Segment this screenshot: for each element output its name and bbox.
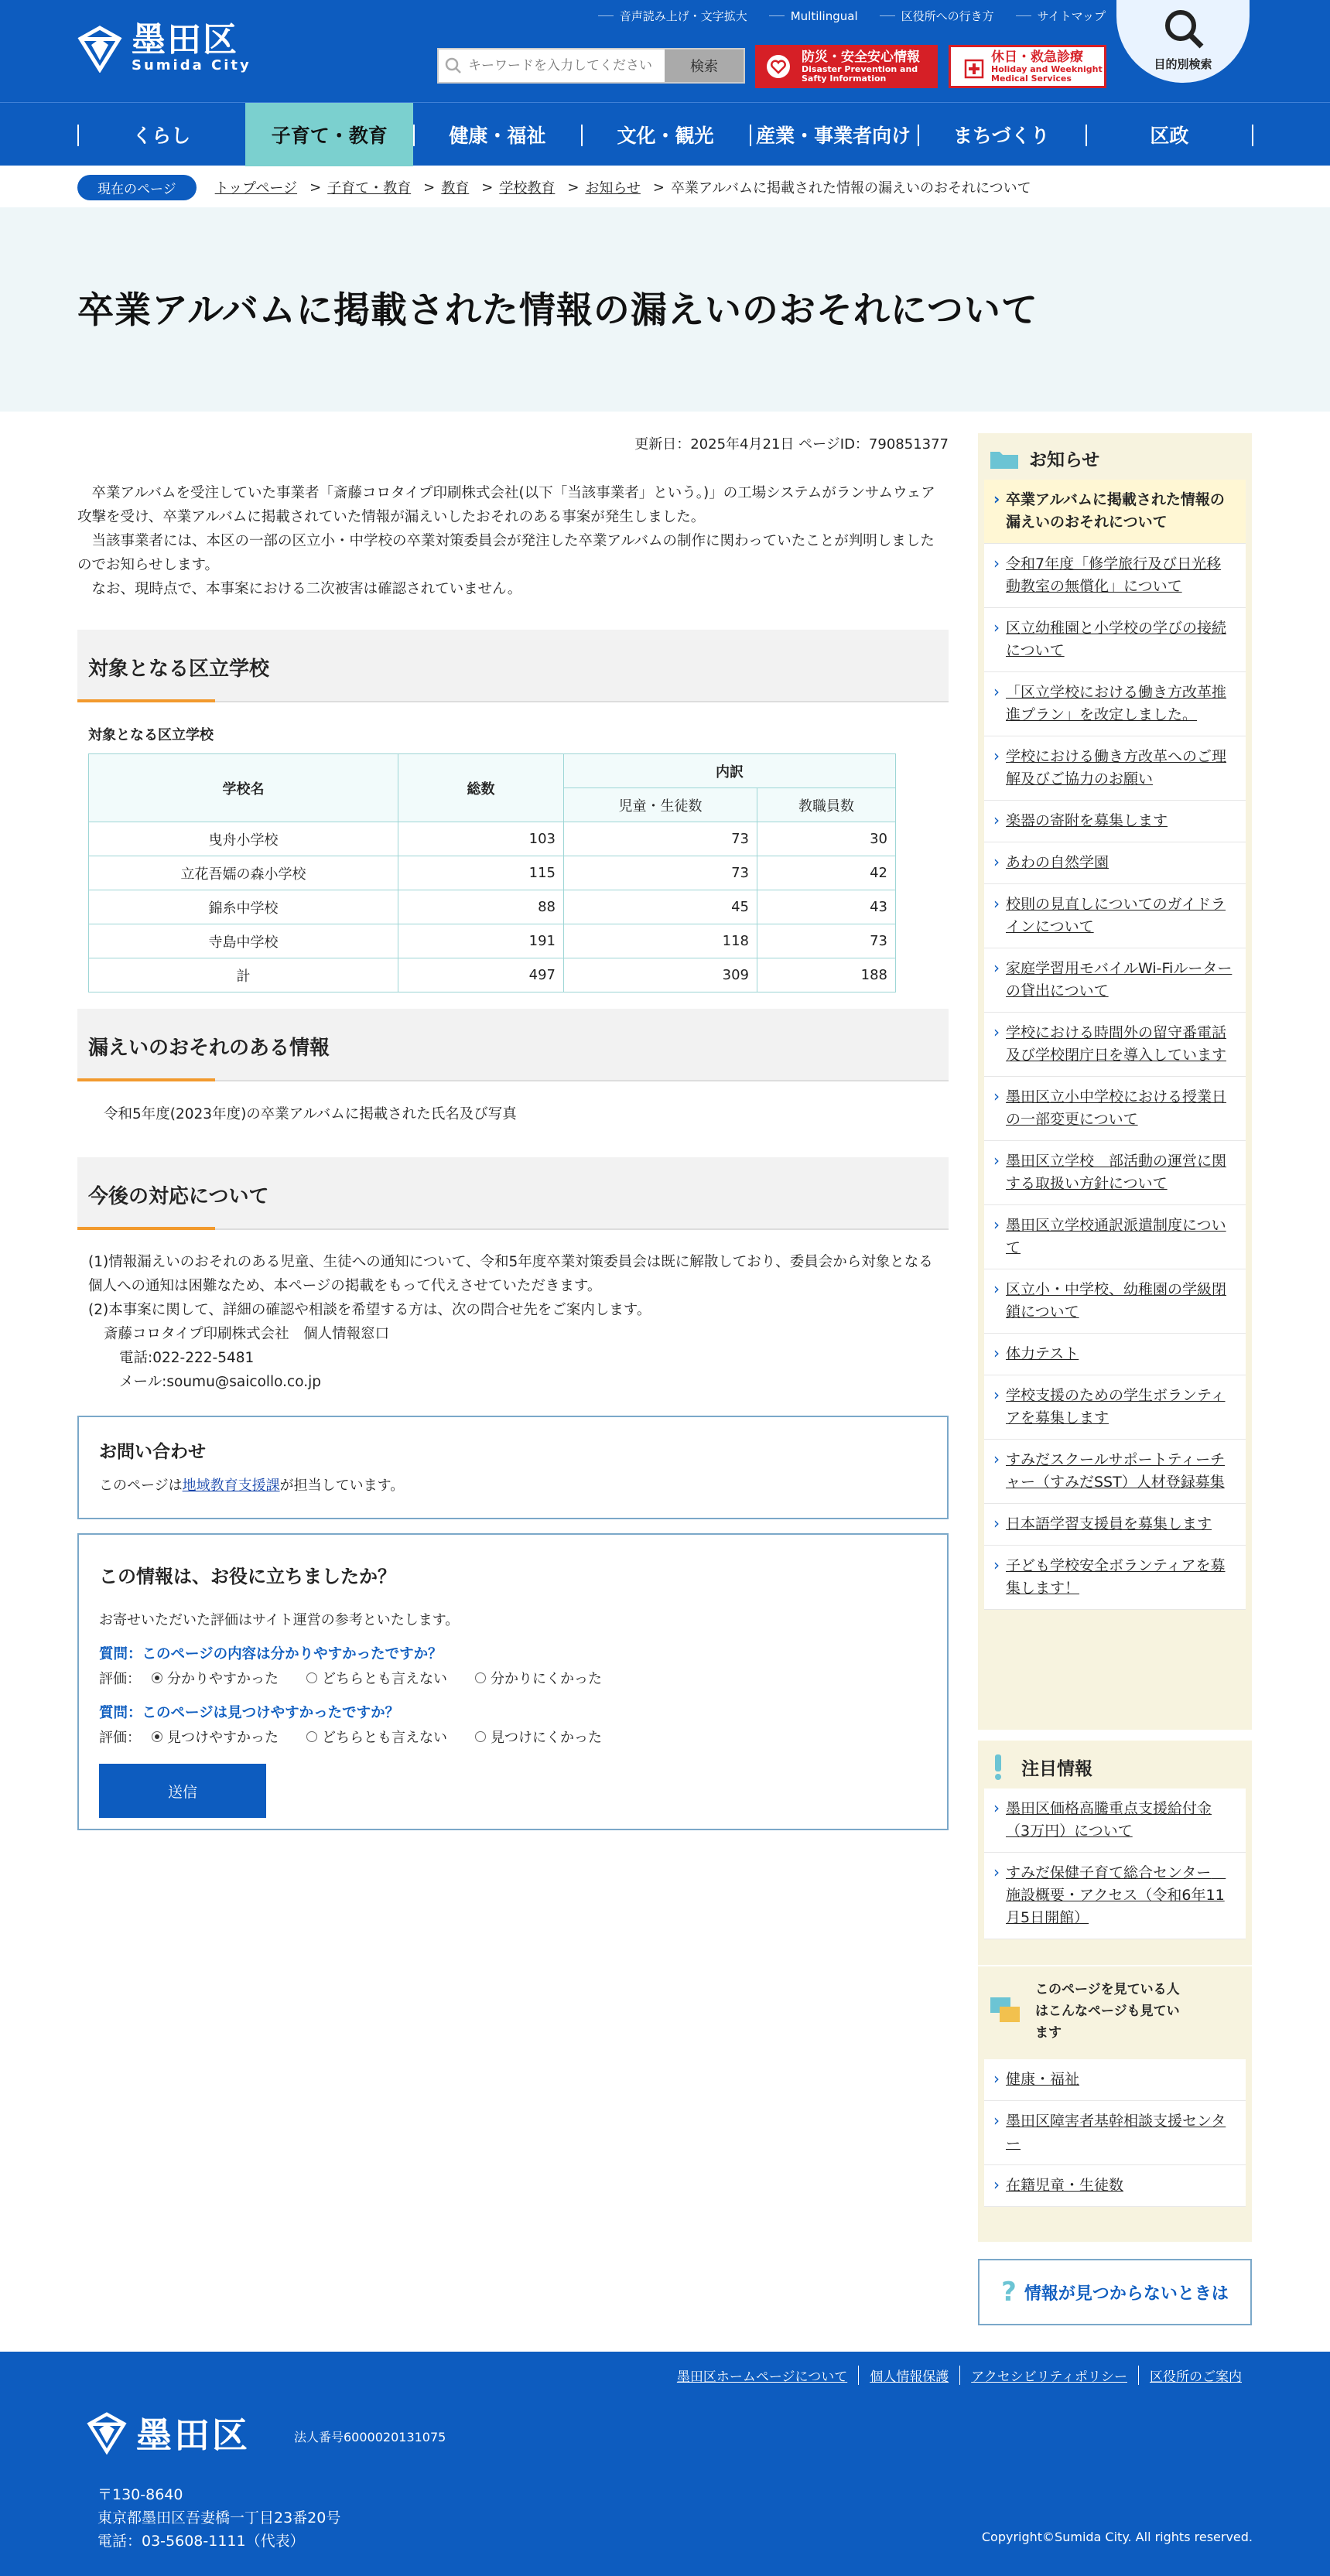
- cell-students: 118: [564, 924, 757, 958]
- related-item[interactable]: [984, 2101, 1246, 2165]
- utility-link-sitemap[interactable]: サイトマップ: [1016, 8, 1106, 24]
- table-row: [89, 856, 896, 890]
- cell-total: 103: [398, 822, 564, 856]
- news-item[interactable]: [984, 884, 1246, 948]
- news-item-label: 日本語学習支援員を募集します: [1006, 1515, 1212, 1532]
- attention-item[interactable]: [984, 1853, 1246, 1939]
- section-heading-text: 今後の対応について: [88, 1185, 269, 1208]
- table-header-school: 学校名: [89, 754, 398, 822]
- cell-students: 45: [564, 890, 757, 924]
- table-header-students: 児童・生徒数: [564, 788, 757, 822]
- breadcrumb-separator: >: [423, 179, 436, 196]
- title-band: [0, 207, 1330, 412]
- news-item[interactable]: [984, 736, 1246, 801]
- cell-school: 曳舟小学校: [89, 822, 398, 856]
- related-item[interactable]: [984, 2059, 1246, 2101]
- phone: 電話：03-5608-1111（代表）: [97, 2533, 305, 2550]
- breadcrumb-separator: >: [567, 179, 580, 196]
- not-found-button[interactable]: [978, 2259, 1252, 2325]
- news-item-label: 「区立学校における働き方改革推進プラン」を改定しました。: [1006, 684, 1227, 723]
- purpose-search-button[interactable]: [1114, 0, 1252, 85]
- disaster-label: 防災・安全安心情報: [802, 50, 920, 65]
- radio-label: どちらとも言えない: [322, 1730, 447, 1746]
- survey-question-1: 質問：このページの内容は分かりやすかったですか？: [99, 1646, 443, 1662]
- magnifier-icon: [1161, 6, 1208, 53]
- footer-link-accessibility[interactable]: アクセシビリティポリシー: [959, 2366, 1138, 2385]
- news-item-label: 学校における働き方改革へのご理解及びご協力のお願い: [1006, 748, 1227, 787]
- nav-item-industry[interactable]: 産業・事業者向け: [750, 103, 918, 166]
- attention-list: [984, 1789, 1246, 1939]
- heart-shield-icon: [766, 54, 791, 79]
- cell-staff: 30: [757, 822, 896, 856]
- purpose-search-label: 目的別検索: [1154, 57, 1212, 71]
- global-nav: [0, 102, 1330, 166]
- contact-text: [99, 1474, 404, 1495]
- cell-total: 88: [398, 890, 564, 924]
- news-item[interactable]: [984, 1269, 1246, 1334]
- section-heading-schools: [77, 630, 949, 702]
- corporate-number: 法人番号6000020131075: [294, 2430, 446, 2444]
- nav-item-city-planning[interactable]: まちづくり: [918, 103, 1086, 166]
- response-email: メール:soumu@saicollo.co.jp: [119, 1374, 321, 1390]
- news-item-label: 墨田区立小中学校における授業日の一部変更について: [1006, 1088, 1227, 1128]
- table-row-total: [89, 958, 896, 992]
- breadcrumb-current: 卒業アルバムに掲載された情報の漏えいのおそれについて: [671, 180, 1031, 196]
- copyright: Copyright©Sumida City. All rights reserved.: [981, 2530, 1253, 2544]
- table-row: [89, 924, 896, 958]
- news-heading: [989, 446, 1099, 471]
- cell-students: 73: [564, 856, 757, 890]
- news-item-label: 楽器の寄附を募集します: [1006, 812, 1168, 829]
- utility-link-accessibility[interactable]: 音声読み上げ・文字拡大: [598, 8, 747, 24]
- related-heading: [989, 1979, 1180, 2044]
- attention-item-label: すみだ保健子育て総合センター 施設概要・アクセス（令和6年11月5日開館）: [1006, 1864, 1226, 1926]
- table-row: [89, 822, 896, 856]
- news-item-label: 墨田区立学校 部活動の運営に関する取扱い方針について: [1006, 1153, 1227, 1192]
- radio-label: 分かりにくかった: [491, 1671, 602, 1687]
- news-item[interactable]: [984, 1205, 1246, 1269]
- response-phone: 電話:022-222-5481: [119, 1350, 255, 1366]
- survey-question-2: 質問：このページは見つけやすかったですか？: [99, 1705, 400, 1721]
- response-line: (2)本事案に関して、詳細の確認や相談を希望する方は、次の問合せ先をご案内します。: [88, 1302, 651, 1318]
- related-title-line: はこんなページも見てい: [1035, 2004, 1180, 2019]
- disaster-info-button[interactable]: [755, 45, 938, 88]
- holiday-label-en2: Medical Services: [991, 73, 1072, 84]
- news-item-label: 体力テスト: [1006, 1345, 1079, 1362]
- response-line: 斎藤コロタイプ印刷株式会社 個人情報窓口: [104, 1326, 390, 1342]
- rating-label: 評価：: [99, 1671, 141, 1687]
- folder-icon: [989, 447, 1020, 470]
- pages-icon: [989, 1994, 1023, 2028]
- sumida-emblem-icon: [77, 25, 122, 73]
- intro-paragraph: なお、現時点で、本事案における二次被害は確認されていません。: [91, 581, 522, 597]
- question-icon: ?: [1001, 2277, 1017, 2308]
- cell-total: 191: [398, 924, 564, 958]
- table-caption: 対象となる区立学校: [88, 727, 214, 743]
- site-logo[interactable]: [77, 20, 251, 74]
- utility-link-access[interactable]: 区役所への行き方: [880, 8, 994, 24]
- news-item-label: 校則の見直しについてのガイドラインについて: [1006, 896, 1226, 935]
- news-item[interactable]: [984, 608, 1246, 672]
- breadcrumb-link-top[interactable]: トップページ: [214, 180, 298, 196]
- radio-q1-hard[interactable]: [475, 1672, 486, 1683]
- attention-title: 注目情報: [1021, 1758, 1092, 1779]
- news-item-label: 墨田区立学校通訳派遣制度について: [1006, 1217, 1226, 1256]
- cell-total: 497: [398, 958, 564, 992]
- cell-staff: 42: [757, 856, 896, 890]
- breadcrumb-link-childcare[interactable]: 子育て・教育: [327, 180, 412, 196]
- cell-students: 309: [564, 958, 757, 992]
- response-line: (1)情報漏えいのおそれのある児童、生徒への通知について、令和5年度卒業対策委員会は既に解散しており、委員会から対象となる個人への通知は困難なため、本ページの掲載をもって代えさせていただきます。: [88, 1254, 933, 1294]
- radio-q2-easy[interactable]: [152, 1731, 162, 1742]
- footer-logo-text: 墨田区: [136, 2414, 250, 2456]
- radio-label: どちらとも言えない: [322, 1671, 447, 1687]
- table-row: [89, 890, 896, 924]
- attention-box: [978, 1741, 1252, 1965]
- intro-paragraph: 卒業アルバムを受注していた事業者「斎藤コロタイプ印刷株式会社(以下「当該事業者」という。)」の工場システムがランサムウェア攻撃を受け、卒業アルバムに掲載されていた情報が漏えいしたおそれのある事案が発生しました。: [77, 485, 935, 525]
- nav-item-administration[interactable]: 区政: [1086, 103, 1253, 166]
- news-item[interactable]: [984, 1334, 1246, 1375]
- contact-department-link[interactable]: 地域教育支援課: [182, 1478, 280, 1494]
- nav-item-childcare-education[interactable]: 子育て・教育: [245, 103, 413, 166]
- leak-info-text: 令和5年度(2023年度)の卒業アルバムに掲載された氏名及び写真: [104, 1106, 517, 1122]
- news-item[interactable]: [984, 1546, 1246, 1610]
- breadcrumb-link-news[interactable]: お知らせ: [585, 180, 641, 196]
- cell-school: 計: [89, 958, 398, 992]
- attention-item[interactable]: [984, 1789, 1246, 1853]
- breadcrumb-link-school-education[interactable]: 学校教育: [499, 180, 556, 196]
- news-item-label: 学校支援のための学生ボランティアを募集します: [1006, 1387, 1226, 1426]
- radio-q2-hard[interactable]: [475, 1731, 486, 1742]
- news-item-label: 区立小・中学校、幼稚園の学級閉鎖について: [1006, 1281, 1227, 1320]
- radio-q2-neutral[interactable]: [306, 1731, 317, 1742]
- holiday-medical-button[interactable]: [949, 45, 1106, 88]
- footer-link-about[interactable]: 墨田区ホームページについて: [676, 2369, 848, 2385]
- updated-date: 更新日：2025年4月21日 ページID：790851377: [634, 436, 949, 453]
- news-item[interactable]: [984, 842, 1246, 884]
- news-item[interactable]: [984, 1375, 1246, 1440]
- footer-link-privacy[interactable]: 個人情報保護: [858, 2366, 959, 2385]
- section-heading-text: 対象となる区立学校: [88, 658, 270, 681]
- intro-paragraph: 当該事業者には、本区の一部の区立小・中学校の卒業対策委員会が発注した卒業アルバムの制作に関わっていたことが判明しましたのでお知らせします。: [77, 533, 935, 573]
- news-item[interactable]: [984, 672, 1246, 736]
- attention-item-label: 墨田区価格高騰重点支援給付金（3万円）について: [1006, 1800, 1212, 1840]
- medical-cross-icon: [962, 56, 986, 81]
- holiday-label: 休日・救急診療: [991, 50, 1083, 65]
- contact-pre: このページは: [99, 1478, 183, 1494]
- news-item[interactable]: [984, 1013, 1246, 1077]
- site-search: [437, 48, 745, 84]
- section-heading-response: [77, 1157, 949, 1230]
- news-box: [978, 433, 1252, 1730]
- news-title: お知らせ: [1029, 450, 1100, 470]
- news-item[interactable]: [984, 1504, 1246, 1546]
- cell-school: 立花吾嬬の森小学校: [89, 856, 398, 890]
- survey-title: この情報は、お役に立ちましたか？: [99, 1566, 396, 1587]
- schools-table: [88, 753, 896, 992]
- not-found-label: 情報が見つからないときは: [1024, 2284, 1229, 2304]
- search-icon: [445, 57, 462, 74]
- radio-label: 分かりやすかった: [167, 1671, 279, 1687]
- news-item[interactable]: [984, 948, 1246, 1013]
- breadcrumb-separator: >: [652, 179, 665, 196]
- cell-school: 錦糸中学校: [89, 890, 398, 924]
- radio-q1-easy[interactable]: [152, 1672, 162, 1683]
- search-button[interactable]: 検索: [665, 50, 744, 82]
- page-title: 卒業アルバムに掲載された情報の漏えいのおそれについて: [77, 289, 1038, 332]
- related-list: [984, 2059, 1246, 2207]
- holiday-label-en1: Holiday and Weeknight: [991, 64, 1103, 74]
- disaster-label-en2: Safty Information: [802, 73, 887, 84]
- news-item[interactable]: [984, 544, 1246, 608]
- news-item-label: 子ども学校安全ボランティアを募集します！: [1006, 1557, 1226, 1597]
- table-header-staff: 教職員数: [757, 788, 896, 822]
- cell-staff: 188: [757, 958, 896, 992]
- section-heading-leak: [77, 1009, 949, 1081]
- nav-item-living[interactable]: くらし: [77, 103, 245, 166]
- survey-options-1: [99, 1668, 619, 1688]
- postal-code: 〒130-8640: [97, 2486, 183, 2503]
- breadcrumb-label: 現在のページ: [77, 175, 197, 200]
- address: 東京都墨田区吾妻橋一丁目23番20号: [97, 2509, 341, 2526]
- table-header-breakdown: 内訳: [564, 754, 896, 788]
- survey-note: お寄せいただいた評価はサイト運営の参考といたします。: [99, 1612, 460, 1628]
- utility-links: [598, 8, 1106, 24]
- logo-japanese: 墨田区: [132, 20, 238, 60]
- nav-item-culture-tourism[interactable]: 文化・観光: [581, 103, 749, 166]
- site-footer: [0, 2352, 1330, 2576]
- attention-heading: [989, 1753, 1092, 1781]
- table-header-total: 総数: [398, 754, 564, 822]
- news-item-label: 卒業アルバムに掲載された情報の漏えいのおそれについて: [1006, 491, 1225, 531]
- cell-staff: 43: [757, 890, 896, 924]
- news-item-label: 令和7年度「修学旅行及び日光移動教室の無償化」について: [1006, 555, 1222, 595]
- related-item-label: 健康・福祉: [1006, 2071, 1080, 2088]
- news-item-label: 学校における時間外の留守番電話及び学校閉庁日を導入しています: [1006, 1024, 1227, 1064]
- related-title-line: このページを見ている人: [1035, 1982, 1180, 1997]
- survey-options-2: [99, 1727, 619, 1747]
- contact-title: お問い合わせ: [99, 1442, 206, 1462]
- news-item-label: 家庭学習用モバイルWi-Fiルーターの貸出について: [1006, 960, 1233, 999]
- related-item-label: 墨田区障害者基幹相談支援センター: [1006, 2113, 1226, 2152]
- search-input[interactable]: [439, 50, 665, 82]
- intro-text: [77, 481, 949, 601]
- cell-staff: 73: [757, 924, 896, 958]
- news-item-label: 区立幼稚園と小学校の学びの接続について: [1006, 620, 1227, 659]
- utility-link-multilingual[interactable]: Multilingual: [769, 8, 858, 24]
- disaster-label-en1: Disaster Prevention and: [802, 64, 918, 74]
- news-item[interactable]: [984, 801, 1246, 842]
- cell-school: 寺島中学校: [89, 924, 398, 958]
- survey-submit-button[interactable]: 送信: [99, 1764, 266, 1818]
- news-item-label: すみだスクールサポートティーチャー（すみだSST）人材登録募集: [1006, 1451, 1226, 1491]
- exclamation-icon: [989, 1753, 1007, 1781]
- cell-total: 115: [398, 856, 564, 890]
- footer-links: [666, 2366, 1253, 2385]
- news-item[interactable]: [984, 1440, 1246, 1504]
- footer-link-office[interactable]: 区役所のご案内: [1138, 2366, 1253, 2385]
- related-box: [978, 1966, 1252, 2242]
- related-item-label: 在籍児童・生徒数: [1006, 2177, 1124, 2194]
- feedback-survey: [77, 1533, 949, 1830]
- news-item[interactable]: [984, 1077, 1246, 1141]
- radio-label: 見つけやすかった: [167, 1730, 279, 1746]
- breadcrumb-separator: >: [309, 179, 322, 196]
- nav-item-health-welfare[interactable]: 健康・福祉: [413, 103, 581, 166]
- section-heading-text: 漏えいのおそれのある情報: [88, 1037, 330, 1060]
- logo-english: Sumida City: [132, 57, 251, 73]
- radio-label: 見つけにくかった: [491, 1730, 602, 1746]
- footer-address: [97, 2483, 340, 2553]
- footer-logo[interactable]: [87, 2407, 250, 2458]
- rating-label: 評価：: [99, 1730, 141, 1746]
- news-list: [984, 480, 1246, 1610]
- breadcrumb: [77, 173, 1044, 201]
- breadcrumb-link-education[interactable]: 教育: [441, 180, 470, 196]
- news-item[interactable]: [984, 1141, 1246, 1205]
- contact-box: [77, 1416, 949, 1519]
- breadcrumb-separator: >: [481, 179, 494, 196]
- related-title-line: ます: [1035, 2025, 1062, 2041]
- site-header: [0, 0, 1330, 102]
- contact-post: が担当しています。: [279, 1478, 405, 1494]
- response-text: [88, 1250, 939, 1394]
- radio-q1-neutral[interactable]: [306, 1672, 317, 1683]
- news-item-current[interactable]: [984, 480, 1246, 544]
- news-item-label: あわの自然学園: [1006, 854, 1109, 871]
- related-item[interactable]: [984, 2165, 1246, 2207]
- sumida-emblem-icon: [87, 2411, 127, 2455]
- cell-students: 73: [564, 822, 757, 856]
